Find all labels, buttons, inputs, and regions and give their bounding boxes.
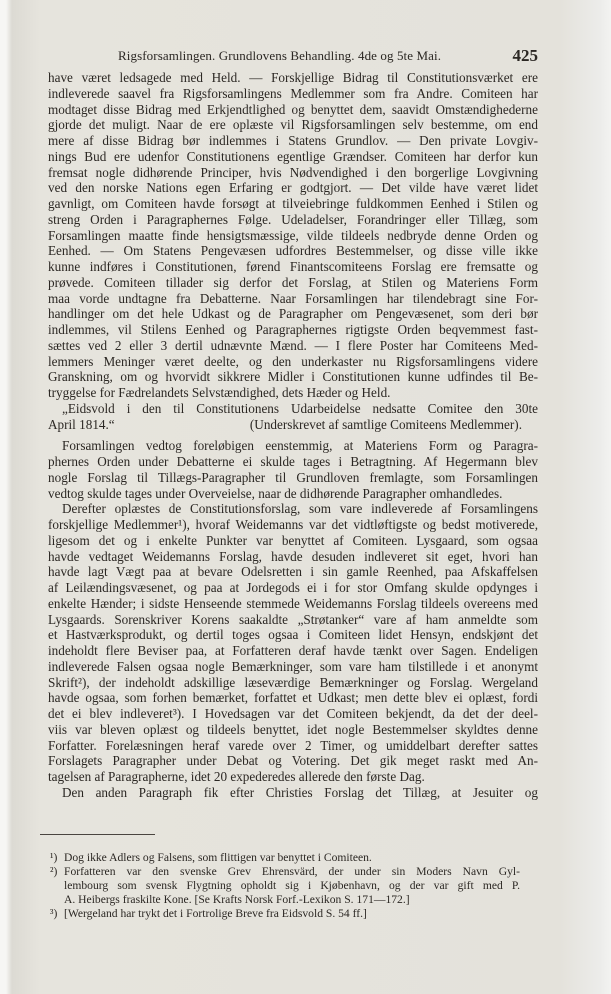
- footnote: [50, 865, 520, 907]
- text-line: Forsamlingen vedtog foreløbigen eenstemmig, at Materiens Form og Paragra-: [62, 438, 538, 454]
- footnotes: [50, 851, 520, 921]
- text-line: Forslagets Paragrapher under Debat og Votering. Det gik meget raskt med An-: [48, 753, 538, 769]
- text-line: det ei blev indleveret³). I Hovedsagen var det Comiteen bekjendt, da det der deel-: [48, 706, 538, 721]
- text-line: Forfatter. Forelæsningen heraf varede over 2 Timer, og umiddelbart derefter sattes: [48, 737, 538, 753]
- text-line: ved den norske Nations egen Erfaring er godtgjort. — Det vilde have været lidet: [48, 180, 538, 196]
- text-line: ligesom det og i enkelte Punkter var benyttet af Comiteen. Lysgaard, som ogsaa: [48, 532, 538, 548]
- text-line: tryggelse for Fædrelandets Selvstændighed, dets Hæder og Held.: [48, 385, 391, 400]
- text-line: havde ogsaa, som forhen bemærket, forfattet et Udkast; men dette blev ei oplæst, fordi: [48, 690, 538, 706]
- paragraph: [48, 438, 538, 501]
- date-text: April 1814.“: [48, 416, 115, 432]
- text-line: vedtog skulde tages under Overveielse, naar de didhørende Paragrapher omhandledes.: [48, 485, 503, 501]
- text-line: Den anden Paragraph fik efter Christies Forslag det Tillæg, at Jesuiter og: [62, 784, 538, 800]
- footnote-marker: ³): [50, 907, 58, 920]
- body-text: [48, 70, 538, 801]
- text-line: prøvede. Comiteen tillader sig derfor det Forslag, at Stilen og Materiens Form: [48, 274, 538, 290]
- footnote-marker: ²): [50, 865, 58, 878]
- text-line: tagelsen af Paragrapherne, idet 20 expederedes allerede den første Dag.: [48, 769, 425, 784]
- signature-line: [48, 417, 538, 433]
- footnote-rule: [40, 834, 155, 835]
- text-line: have været ledsagede med Held. — Forskjellige Bidrag til Constitutionsværket ere: [48, 70, 538, 85]
- footnote-marker: ¹): [50, 851, 58, 864]
- footnote-line: lembourg som svensk Flygtning opholdt sig i Kjøbenhavn, og der var gift med P.: [64, 879, 520, 892]
- footnote-line: Dog ikke Adlers og Falsens, som flittigen var benyttet i Comiteen.: [64, 851, 372, 864]
- footnote-line: [Wergeland har trykt det i Fortrolige Breve fra Eidsvold S. 54 ff.]: [64, 907, 367, 920]
- page-number: 425: [512, 46, 538, 65]
- footnote: [50, 851, 520, 865]
- paragraph: [48, 70, 538, 401]
- quote-paragraph: [48, 401, 538, 433]
- text-line: enkelte Hænder; i sidste Henseende stemmede Weidemanns Forslag tildeels overeens med: [48, 595, 538, 611]
- text-line: havde vedtaget Weidemanns Forslag, havde desuden indleveret sit eget, hvori han: [48, 548, 538, 564]
- text-line: kunne indføres i Constitutionen, førend Finantscomiteens Forslag ere fremsatte og: [48, 259, 538, 274]
- running-header: [48, 46, 538, 64]
- paragraph: [48, 501, 538, 785]
- text-line: Granskning, om og hvorvidt sikkrere Midler i Constitutionen kunne udfindes til Be-: [48, 369, 538, 385]
- footnote-text: [64, 851, 520, 865]
- text-line: streng Orden i Paragraphernes Følge. Udeladelser, Forandringer eller Tillæg, som: [48, 211, 538, 227]
- text-line: sættes ved 2 eller 3 dertil udnævnte Mænd. — I flere Poster har Comiteens Med-: [48, 337, 538, 353]
- text-line: indlemmes, vil Stilens Eenhed og Paragraphernes rigtigste Orden beqvemmest fast-: [48, 322, 538, 337]
- text-line: mere af disse Bidrag bør indlemmes i Statens Grundlov. — Den private Lovgiv-: [48, 133, 538, 148]
- text-line: „Eidsvold i den til Constitutionens Udarbeidelse nedsatte Comitee den 30te: [62, 400, 538, 416]
- text-line: Eenhed. — Om Statens Pengevæsen udfordres Bestemmelser, og disse ville ikke: [48, 243, 538, 259]
- text-line: et Hastværksprodukt, og dertil toges ogsaa i Comiteen lidet Hensyn, endskjønt det: [48, 627, 538, 643]
- text-line: maa vorde undtagne fra Debatterne. Naar Forsamlingen har tilendebragt sine For-: [48, 290, 538, 306]
- text-line: nings Bud ere udenfor Constitutionens egentlige Grændser. Comiteen har derfor kun: [48, 148, 538, 164]
- text-line: lemmers Meninger været deelte, og den underkaster nu Rigsforsamlingens videre: [48, 353, 538, 369]
- running-title: Rigsforsamlingen. Grundlovens Behandling. 4de og 5te Mai.: [118, 48, 442, 63]
- footnote-text: [64, 907, 520, 921]
- text-line: gavnligt, om Comiteen havde forsøgt at tilveiebringe fuldkommen Eenhed i Stilen og: [48, 196, 538, 211]
- text-line: Lysgaards. Sorenskriver Korens saakaldte „Strøtanker“ vare af ham anmeldte som: [48, 611, 538, 627]
- signed-text: (Underskrevet af samtlige Comiteens Medlemmer).: [249, 416, 522, 432]
- text-line: Derefter oplæstes de Constitutionsforslag, som vare indleverede af Forsamlingens: [62, 501, 538, 517]
- text-line: nogle Forslag til Tillægs-Paragrapher til Grundloven fremlagte, som Forsamlingen: [48, 469, 538, 485]
- text-line: viis var bleven oplæst og tildeels benyttet, idet nogle Bestemmelser skyldtes denne: [48, 721, 538, 737]
- text-line: indeholdt flere Beviser paa, at Forfatteren deraf havde tænkt over Sagen. Endeligen: [48, 643, 538, 658]
- footnote: [50, 907, 520, 921]
- text-line: forskjellige Medlemmer¹), hvoraf Weidemanns var det vidtløftigste og bedst motiverede,: [48, 517, 538, 532]
- text-line: Forsamlingen maatte finde hensigtsmæssige, vilde tildeels nedbryde denne Orden og: [48, 227, 538, 243]
- text-line: havde lagt Vægt paa at bevare Odelsretten i sin gamle Reenhed, paa Afskaffelsen: [48, 564, 538, 580]
- text-line: Skrift²), der indeholdt adskillige læseværdige Bemærkninger og Forslag. Wergeland: [48, 674, 538, 690]
- text-line: indleverede Falsen ogsaa nogle Bemærkninger, som vare ham tilstillede i et anonymt: [48, 658, 538, 674]
- footnote-text: [64, 865, 520, 907]
- text-line: modtaget disse Bidrag med Erkjendtlighed og benyttet dem, saavidt Omstændighederne: [48, 101, 538, 117]
- footnote-line: Forfatteren var den svenske Grev Ehrensvärd, der under sin Moders Navn Gyl-: [64, 865, 520, 878]
- text-line: gjorde det muligt. Naar de ere oplæste vil Rigsforsamlingen selv bestemme, om end: [48, 117, 538, 133]
- text-line: af Leilændingsvæsenet, og paa at Jordegods ei i for stor Omfang skulde opdynges i: [48, 580, 538, 595]
- text-line: phernes Orden under Debatterne ei skulde tages i Betragtning. Af Hegermann blev: [48, 454, 538, 469]
- paragraph: [48, 785, 538, 801]
- text-line: indleverede saavel fra Rigsforsamlingens Medlemmer som fra Andre. Comiteen har: [48, 85, 538, 101]
- footnote-line: A. Heibergs fraskilte Kone. [Se Krafts Norsk Forf.-Lexikon S. 171—172.]: [64, 893, 410, 906]
- text-line: handlinger om det hele Udkast og de Paragrapher om Pengevæsenet, som deri bør: [48, 306, 538, 322]
- text-line: fremsat nogle didhørende Principer, hvis Nødvendighed i den borgerlige Lovgivning: [48, 164, 538, 180]
